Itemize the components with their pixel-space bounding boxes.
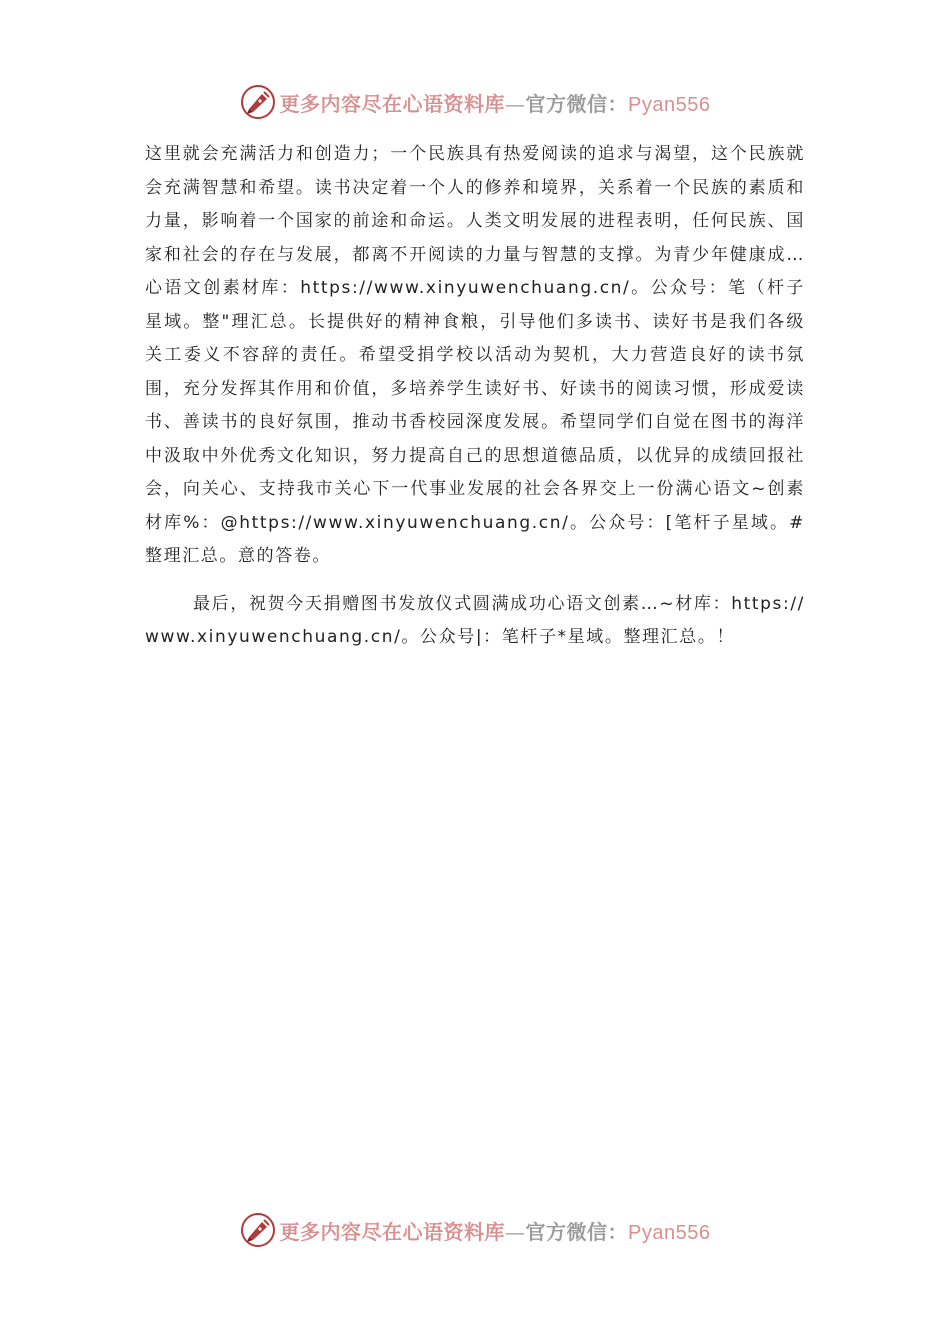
header-brand-text: 更多内容尽在心语资料库 xyxy=(279,91,506,116)
footer-dash: — xyxy=(505,1219,526,1244)
footer-brand-text: 更多内容尽在心语资料库 xyxy=(279,1219,506,1244)
document-body xyxy=(145,138,805,655)
header-banner xyxy=(0,80,950,124)
body-paragraph-1: 这里就会充满活力和创造力；一个民族具有热爱阅读的追求与渴望，这个民族就会充满智慧和希望。读书决定着一个人的修养和境界，关系着一个民族的素质和力量，影响着一个国家的前途和命运。人类文明发展的进程表明，任何民族、国家和社会的存在与发展，都离不开阅读的力量与智慧的支撑。为青少年健康成…心语文创素材库：https://www.xinyuwenchuang.cn/。公众号：笔（杆子星域。整"理汇总。长提供好的精神食粮，引导他们多读书、读好书是我们各级关工委义不容辞的责任。希望受捐学校以活动为契机，大力营造良好的读书氛围，充分发挥其作用和价值，多培养学生读好书、好读书的阅读习惯，形成爱读书、善读书的良好氛围，推动书香校园深度发展。希望同学们自觉在图书的海洋中汲取中外优秀文化知识，努力提高自己的思想道德品质，以优异的成绩回报社会，向关心、支持我市关心下一代事业发展的社会各界交上一份满心语文~创素材库%：@https://www.xinyuwenchuang.cn/。公众号：[笔杆子星域。#整理汇总。意的答卷。 xyxy=(145,144,805,566)
footer-wechat-label: 官方微信： xyxy=(525,1219,629,1244)
footer-wechat-handle: Pyan556 xyxy=(628,1221,711,1244)
body-paragraph-2: 最后，祝贺今天捐赠图书发放仪式圆满成功心语文创素…~材库：https://www.xinyuwenchuang.cn/。公众号|：笔杆子*星域。整理汇总。！ xyxy=(145,593,805,647)
footer-banner-text xyxy=(280,1216,711,1245)
header-wechat-label: 官方微信： xyxy=(525,91,629,116)
header-banner-text xyxy=(280,88,711,117)
pen-nib-logo-icon xyxy=(240,1212,276,1248)
pen-nib-logo-icon xyxy=(240,84,276,120)
footer-banner xyxy=(0,1208,950,1252)
header-wechat-handle: Pyan556 xyxy=(628,93,711,116)
header-dash: — xyxy=(505,91,526,116)
